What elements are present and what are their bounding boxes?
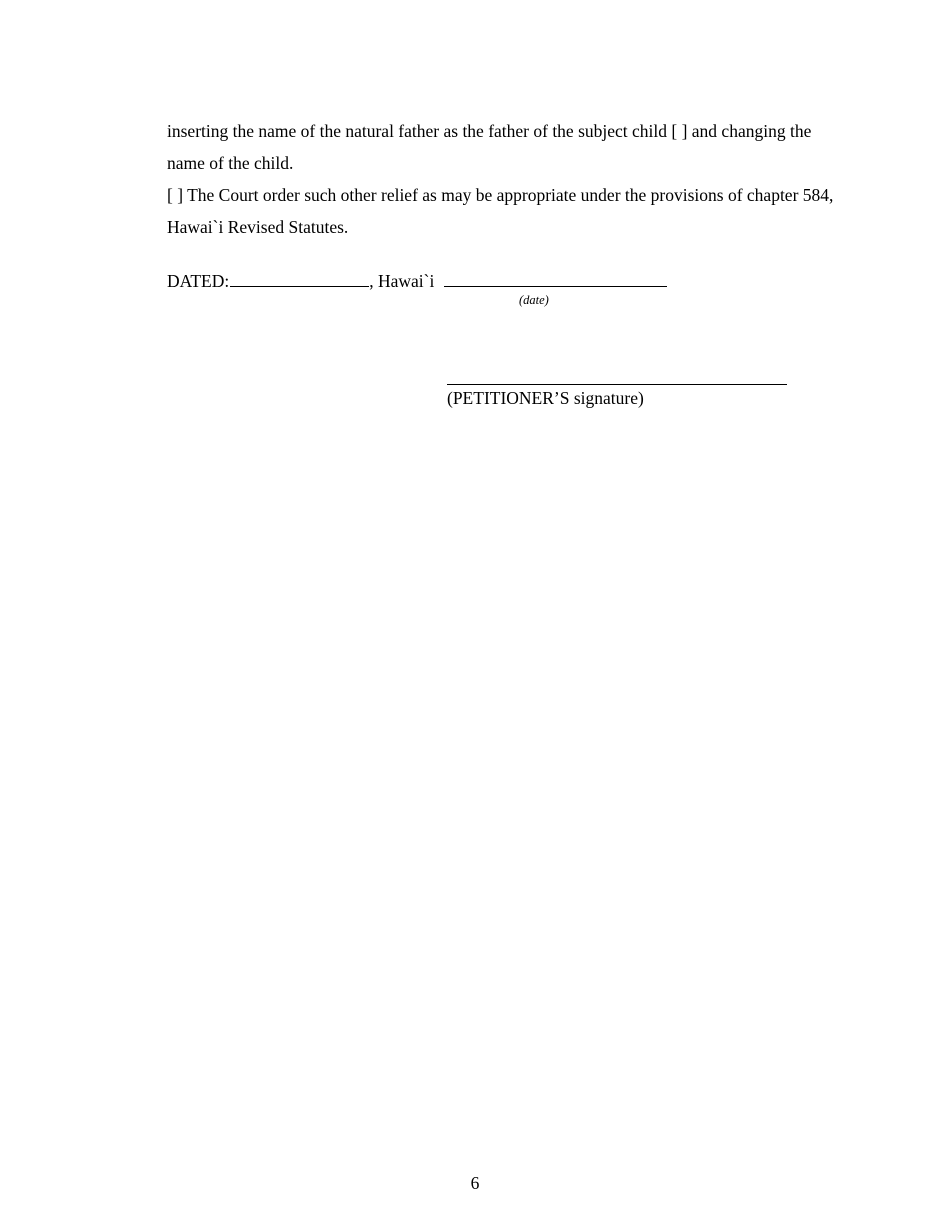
place-blank-field[interactable]: [230, 266, 369, 287]
page-number: 6: [470, 1173, 480, 1193]
location-text: , Hawai`i: [369, 271, 439, 291]
dated-line: [167, 265, 667, 297]
date-blank-field[interactable]: [444, 266, 667, 287]
date-caption: (date): [519, 293, 549, 307]
signature-line[interactable]: [447, 384, 787, 385]
relief-paragraph-name-change: inserting the name of the natural father as the father of the subject child [ ] and changing the name of the child.: [167, 121, 812, 173]
signature-caption: (PETITIONER’S signature): [447, 388, 644, 408]
dated-label: DATED:: [167, 271, 230, 291]
relief-paragraph-other-relief: [ ] The Court order such other relief as may be appropriate under the provisions of chapter 584, Hawai`i Revised Statutes.: [167, 185, 834, 237]
